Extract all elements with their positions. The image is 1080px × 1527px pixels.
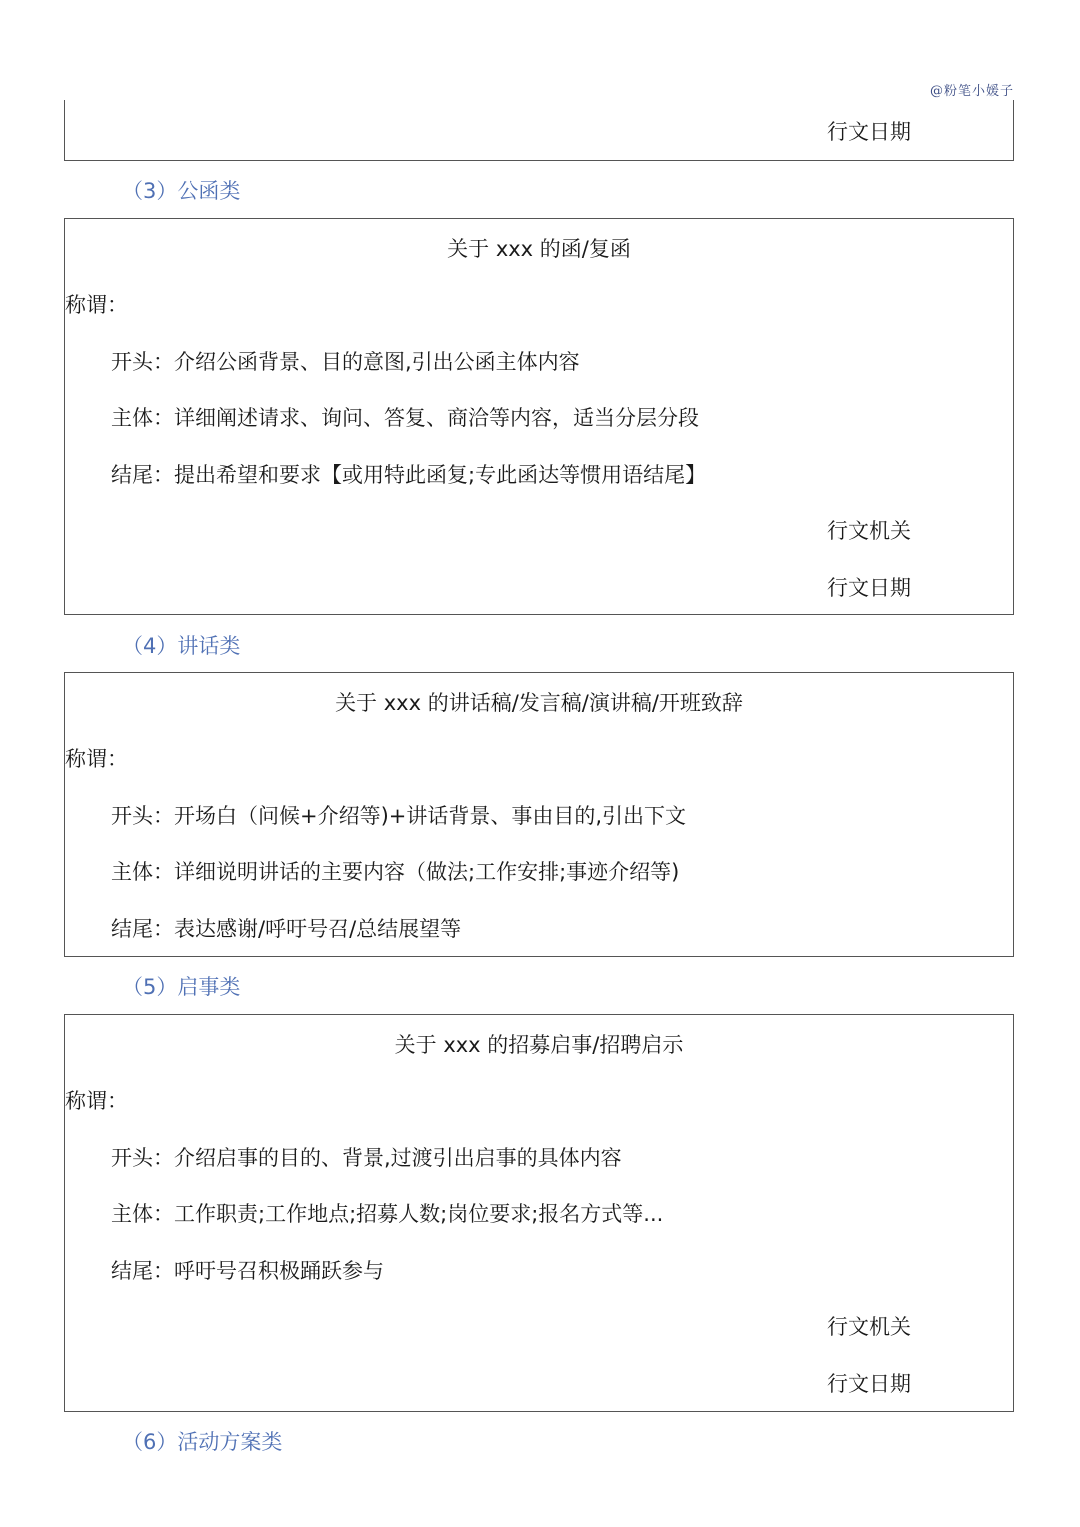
template-title: 关于 xxx 的函/复函 [447,237,631,261]
section-heading-notice: （5）启事类 [122,975,241,999]
body-line: 主体：详细阐述请求、询问、答复、商洽等内容，适当分层分段 [111,406,699,430]
body-line: 主体：工作职责;工作地点;招募人数;岗位要求;报名方式等... [111,1202,664,1226]
template-box-notice [64,1014,1014,1412]
previous-template-box [64,100,1014,161]
opening-line: 开头：开场白（问候+介绍等)+讲话背景、事由目的,引出下文 [111,804,687,828]
ending-line: 结尾：提出希望和要求【或用特此函复;专此函达等惯用语结尾】 [111,463,707,487]
salutation: 称谓： [65,293,128,317]
issuing-authority: 行文机关 [827,519,911,543]
issue-date: 行文日期 [827,120,911,144]
ending-line: 结尾：表达感谢/呼吁号召/总结展望等 [111,917,462,941]
opening-line: 开头：介绍启事的目的、背景,过渡引出启事的具体内容 [111,1146,622,1170]
section-heading-letter: （3）公函类 [122,179,241,203]
salutation: 称谓： [65,1089,128,1113]
template-box-letter [64,218,1014,615]
template-box-speech [64,672,1014,957]
ending-line: 结尾：呼吁号召积极踊跃参与 [111,1259,384,1283]
opening-line: 开头：介绍公函背景、目的意图,引出公函主体内容 [111,350,580,374]
issuing-authority: 行文机关 [827,1315,911,1339]
issue-date: 行文日期 [827,576,911,600]
issue-date: 行文日期 [827,1372,911,1396]
section-heading-activity-plan: （6）活动方案类 [122,1430,283,1454]
body-line: 主体：详细说明讲话的主要内容（做法;工作安排;事迹介绍等) [111,860,680,884]
section-heading-speech: （4）讲话类 [122,634,241,658]
watermark: @粉笔小媛子 [929,84,1014,99]
salutation: 称谓： [65,747,128,771]
template-title: 关于 xxx 的招募启事/招聘启示 [394,1033,684,1057]
template-title: 关于 xxx 的讲话稿/发言稿/演讲稿/开班致辞 [335,691,743,715]
